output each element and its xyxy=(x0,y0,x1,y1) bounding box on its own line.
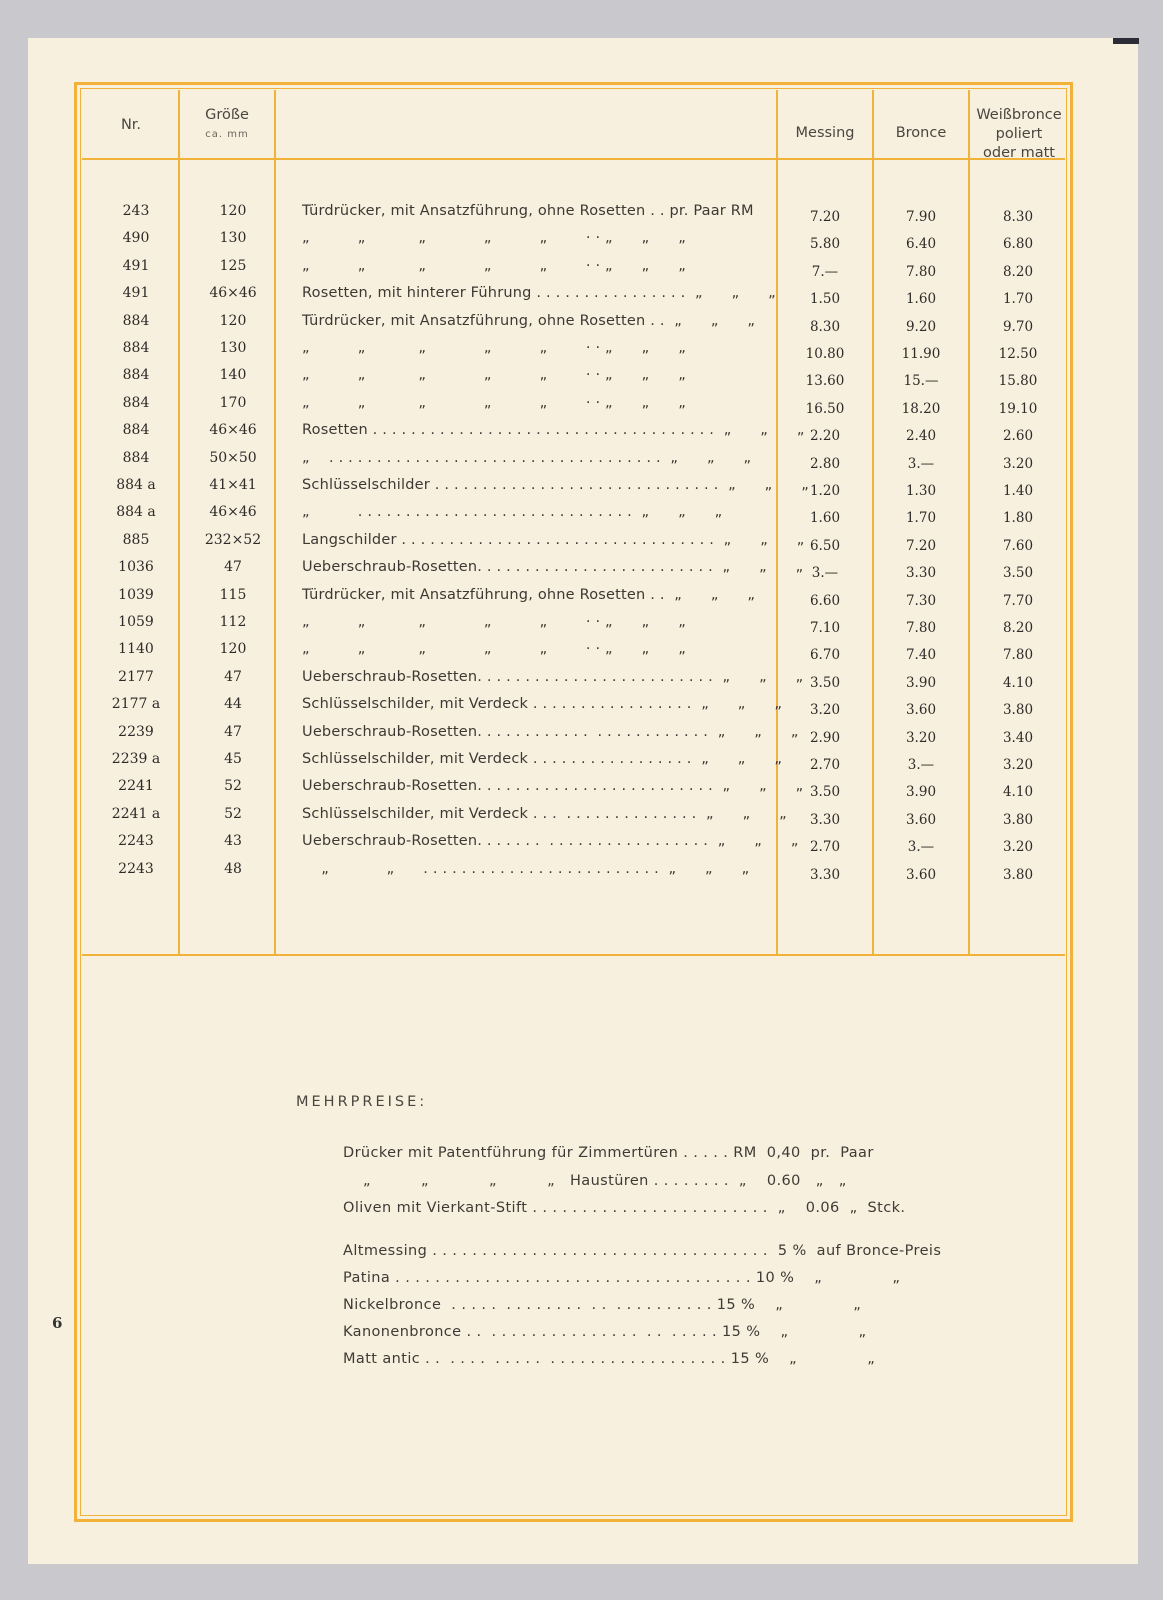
row-price-weissbronce: 3.80 xyxy=(1002,867,1034,883)
row-size: 45 xyxy=(224,751,242,767)
row-price-weissbronce: 7.70 xyxy=(1002,593,1034,609)
row-price-bronce: 15.— xyxy=(903,373,939,389)
row-price-messing: 1.20 xyxy=(809,483,841,499)
row-description: „ „ „ „ „ · · „ „ „ xyxy=(302,395,686,411)
row-nr: 2243 xyxy=(118,861,154,877)
row-price-weissbronce: 8.30 xyxy=(1002,209,1034,225)
row-size: 120 xyxy=(219,641,247,657)
row-price-messing: 3.— xyxy=(811,565,839,581)
mehrpreise-line: „ „ „ „ Haustüren . . . . . . . . „ 0.60 „ „ xyxy=(343,1173,847,1189)
row-size: 50×50 xyxy=(209,450,257,466)
row-price-bronce: 7.20 xyxy=(905,538,937,554)
row-price-bronce: 18.20 xyxy=(901,401,941,417)
mehrpreise-line: Altmessing . . . . . . . . . . . . . . . . . . . . . . . . . . . . . . . . . . 5 % auf Bronce-Preis xyxy=(343,1243,942,1259)
row-nr: 884 xyxy=(122,313,150,329)
row-price-messing: 16.50 xyxy=(805,401,845,417)
row-description: Ueberschraub-Rosetten. . . . . . . . . . . . . . . . . . . . . . . . „ „ „ xyxy=(302,724,799,740)
row-price-bronce: 6.40 xyxy=(905,236,937,252)
row-nr: 884 xyxy=(122,367,150,383)
row-description: Ueberschraub-Rosetten. . . . . . . . . . . . . . . . . . . . . . . . . „ „ „ xyxy=(302,778,804,794)
row-size: 46×46 xyxy=(209,504,257,520)
column-divider xyxy=(776,90,778,955)
row-price-weissbronce: 7.80 xyxy=(1002,647,1034,663)
column-divider xyxy=(178,90,180,955)
row-price-weissbronce: 6.80 xyxy=(1002,236,1034,252)
row-price-weissbronce: 4.10 xyxy=(1002,675,1034,691)
row-price-messing: 6.50 xyxy=(809,538,841,554)
row-size: 47 xyxy=(224,724,242,740)
row-price-bronce: 7.80 xyxy=(905,620,937,636)
row-price-weissbronce: 3.20 xyxy=(1002,456,1034,472)
row-nr: 1039 xyxy=(118,587,154,603)
row-size: 46×46 xyxy=(209,285,257,301)
header-weissbronce xyxy=(970,106,1068,163)
row-price-weissbronce: 3.80 xyxy=(1002,812,1034,828)
row-price-bronce: 3.— xyxy=(907,757,935,773)
row-price-weissbronce: 8.20 xyxy=(1002,620,1034,636)
row-price-bronce: 3.60 xyxy=(905,702,937,718)
row-size: 52 xyxy=(224,806,242,822)
row-description: „ „ „ „ „ · · „ „ „ xyxy=(302,614,686,630)
header-bronce: Bronce xyxy=(895,125,947,141)
row-description: Ueberschraub-Rosetten. . . . . . . . . . . . . . . . . . . . . . . . . „ „ „ xyxy=(302,559,804,575)
row-price-bronce: 3.— xyxy=(907,839,935,855)
row-nr: 490 xyxy=(122,230,150,246)
row-price-weissbronce: 2.60 xyxy=(1002,428,1034,444)
row-description: Rosetten . . . . . . . . . . . . . . . . . . . . . . . . . . . . . . . . . . . . „ „ „ xyxy=(302,422,805,438)
row-price-bronce: 1.60 xyxy=(905,291,937,307)
row-price-bronce: 7.90 xyxy=(905,209,937,225)
row-size: 130 xyxy=(219,340,247,356)
row-price-messing: 13.60 xyxy=(805,373,845,389)
row-price-messing: 2.90 xyxy=(809,730,841,746)
row-description: „ „ „ „ „ · · „ „ „ xyxy=(302,641,686,657)
row-nr: 243 xyxy=(122,203,150,219)
mehrpreise-line: Oliven mit Vierkant-Stift . . . . . . . . . . . . . . . . . . . . . . . . „ 0.06 „ Stck. xyxy=(343,1200,906,1216)
column-divider xyxy=(968,90,970,955)
row-price-bronce: 1.30 xyxy=(905,483,937,499)
row-nr: 1059 xyxy=(118,614,154,630)
row-price-messing: 2.80 xyxy=(809,456,841,472)
row-price-messing: 3.30 xyxy=(809,867,841,883)
row-nr: 2177 xyxy=(118,669,154,685)
row-price-messing: 3.50 xyxy=(809,784,841,800)
row-price-bronce: 3.60 xyxy=(905,812,937,828)
row-nr: 2241 a xyxy=(111,806,161,822)
mehrpreise-line: Drücker mit Patentführung für Zimmertüren . . . . . RM 0,40 pr. Paar xyxy=(343,1145,874,1161)
row-size: 130 xyxy=(219,230,247,246)
row-price-weissbronce: 3.50 xyxy=(1002,565,1034,581)
binding-edge xyxy=(1113,38,1139,44)
row-size: 43 xyxy=(224,833,242,849)
row-price-weissbronce: 19.10 xyxy=(998,401,1038,417)
row-description: Rosetten, mit hinterer Führung . . . . . . . . . . . . . . . . „ „ „ xyxy=(302,285,776,301)
row-price-messing: 8.30 xyxy=(809,319,841,335)
header-size-unit: ca. mm xyxy=(205,129,249,140)
mehrpreise-line: Kanonenbronce . . . . . . . . . . . . . . . . . . . . . . . . 15 % „ „ xyxy=(343,1324,867,1340)
row-size: 232×52 xyxy=(204,532,262,548)
row-description: Schlüsselschilder . . . . . . . . . . . . . . . . . . . . . . . . . . . . . . „ „ „ xyxy=(302,477,809,493)
row-price-bronce: 3.90 xyxy=(905,675,937,691)
row-description: „ „ „ „ „ · · „ „ „ xyxy=(302,340,686,356)
row-nr: 1036 xyxy=(118,559,154,575)
row-price-messing: 6.70 xyxy=(809,647,841,663)
row-description: „ . . . . . . . . . . . . . . . . . . . . . . . . . . . . . . . . . . . „ „ „ xyxy=(302,450,752,466)
row-description: Türdrücker, mit Ansatzführung, ohne Rosetten . . „ „ „ xyxy=(302,313,756,329)
row-price-bronce: 7.40 xyxy=(905,647,937,663)
row-price-bronce: 7.30 xyxy=(905,593,937,609)
row-size: 41×41 xyxy=(209,477,257,493)
row-size: 140 xyxy=(219,367,247,383)
row-description: Türdrücker, mit Ansatzführung, ohne Rosetten . . „ „ „ xyxy=(302,587,756,603)
row-size: 112 xyxy=(219,614,247,630)
row-price-messing: 7.10 xyxy=(809,620,841,636)
row-description: „ „ . . . . . . . . . . . . . . . . . . . . . . . . . „ „ „ xyxy=(302,861,750,877)
row-nr: 2239 a xyxy=(111,751,161,767)
row-price-weissbronce: 12.50 xyxy=(998,346,1038,362)
mehrpreise-title: MEHRPREISE: xyxy=(296,1094,428,1110)
row-price-weissbronce: 9.70 xyxy=(1002,319,1034,335)
row-nr: 2241 xyxy=(118,778,154,794)
row-nr: 884 xyxy=(122,340,150,356)
row-price-messing: 2.70 xyxy=(809,839,841,855)
row-price-messing: 1.60 xyxy=(809,510,841,526)
row-description: Ueberschraub-Rosetten. . . . . . . . . . . . . . . . . . . . . . . . „ „ „ xyxy=(302,833,799,849)
mehrpreise-line: Matt antic . . . . . . . . . . . . . . . . . . . . . . . . . . . . . 15 % „ „ xyxy=(343,1351,876,1367)
row-price-bronce: 11.90 xyxy=(901,346,941,362)
row-price-messing: 6.60 xyxy=(809,593,841,609)
header-weissbronce-line1: Weißbronce xyxy=(976,107,1062,123)
row-price-messing: 3.20 xyxy=(809,702,841,718)
row-price-weissbronce: 3.20 xyxy=(1002,757,1034,773)
row-price-messing: 7.20 xyxy=(809,209,841,225)
row-price-bronce: 9.20 xyxy=(905,319,937,335)
row-description: „ „ „ „ „ · · „ „ „ xyxy=(302,258,686,274)
row-nr: 884 a xyxy=(116,477,156,493)
row-size: 52 xyxy=(224,778,242,794)
row-price-weissbronce: 1.40 xyxy=(1002,483,1034,499)
page-number: 6 xyxy=(52,1314,63,1332)
row-price-weissbronce: 3.40 xyxy=(1002,730,1034,746)
row-description: Schlüsselschilder, mit Verdeck . . . . . . . . . . . . . . . . . „ „ „ xyxy=(302,696,783,712)
row-price-weissbronce: 7.60 xyxy=(1002,538,1034,554)
table-bottom-rule xyxy=(82,954,1065,956)
row-price-bronce: 3.20 xyxy=(905,730,937,746)
row-nr: 884 xyxy=(122,422,150,438)
header-size-label: Größe xyxy=(205,107,249,123)
row-nr: 491 xyxy=(122,285,150,301)
row-price-weissbronce: 8.20 xyxy=(1002,264,1034,280)
row-price-bronce: 2.40 xyxy=(905,428,937,444)
row-size: 47 xyxy=(224,559,242,575)
header-messing: Messing xyxy=(795,125,855,141)
row-price-weissbronce: 4.10 xyxy=(1002,784,1034,800)
row-nr: 885 xyxy=(122,532,150,548)
row-price-bronce: 3.90 xyxy=(905,784,937,800)
column-divider xyxy=(872,90,874,955)
row-price-messing: 2.70 xyxy=(809,757,841,773)
row-price-messing: 10.80 xyxy=(805,346,845,362)
header-weissbronce-line2: poliert xyxy=(995,126,1043,142)
header-weissbronce-line3: oder matt xyxy=(983,145,1055,161)
row-price-bronce: 3.60 xyxy=(905,867,937,883)
row-price-bronce: 3.30 xyxy=(905,565,937,581)
row-price-bronce: 1.70 xyxy=(905,510,937,526)
row-size: 170 xyxy=(219,395,247,411)
header-rule xyxy=(82,158,1065,160)
row-description: „ . . . . . . . . . . . . . . . . . . . . . . . . . . . . . „ „ „ xyxy=(302,504,723,520)
row-nr: 2243 xyxy=(118,833,154,849)
row-price-messing: 5.80 xyxy=(809,236,841,252)
row-nr: 1140 xyxy=(118,641,154,657)
row-price-weissbronce: 1.80 xyxy=(1002,510,1034,526)
row-nr: 2239 xyxy=(118,724,154,740)
mehrpreise-line: Patina . . . . . . . . . . . . . . . . . . . . . . . . . . . . . . . . . . . . 10 % „ „ xyxy=(343,1270,901,1286)
row-size: 44 xyxy=(224,696,242,712)
row-size: 120 xyxy=(219,203,247,219)
row-size: 48 xyxy=(224,861,242,877)
header-nr: Nr. xyxy=(120,117,142,133)
row-description: Türdrücker, mit Ansatzführung, ohne Rosetten . . pr. Paar RM xyxy=(302,203,754,219)
row-price-bronce: 3.— xyxy=(907,456,935,472)
row-size: 47 xyxy=(224,669,242,685)
row-description: Langschilder . . . . . . . . . . . . . . . . . . . . . . . . . . . . . . . . . „ „ „ xyxy=(302,532,805,548)
row-price-messing: 1.50 xyxy=(809,291,841,307)
row-price-messing: 7.— xyxy=(811,264,839,280)
row-description: „ „ „ „ „ · · „ „ „ xyxy=(302,230,686,246)
row-size: 46×46 xyxy=(209,422,257,438)
row-nr: 884 xyxy=(122,450,150,466)
row-nr: 491 xyxy=(122,258,150,274)
row-price-messing: 2.20 xyxy=(809,428,841,444)
row-price-weissbronce: 1.70 xyxy=(1002,291,1034,307)
row-nr: 884 xyxy=(122,395,150,411)
row-price-bronce: 7.80 xyxy=(905,264,937,280)
row-nr: 884 a xyxy=(116,504,156,520)
mehrpreise-line: Nickelbronce . . . . . . . . . . . . . . . . . . . . . . . . . 15 % „ „ xyxy=(343,1297,862,1313)
column-divider xyxy=(274,90,276,955)
row-price-messing: 3.30 xyxy=(809,812,841,828)
header-size xyxy=(180,107,274,140)
row-description: Schlüsselschilder, mit Verdeck . . . . . . . . . . . . . . . . . „ „ „ xyxy=(302,806,787,822)
row-price-messing: 3.50 xyxy=(809,675,841,691)
row-size: 115 xyxy=(219,587,247,603)
row-nr: 2177 a xyxy=(111,696,161,712)
row-price-weissbronce: 15.80 xyxy=(998,373,1038,389)
row-description: Ueberschraub-Rosetten. . . . . . . . . . . . . . . . . . . . . . . . . „ „ „ xyxy=(302,669,804,685)
row-size: 125 xyxy=(219,258,247,274)
row-description: „ „ „ „ „ · · „ „ „ xyxy=(302,367,686,383)
row-description: Schlüsselschilder, mit Verdeck . . . . . . . . . . . . . . . . . „ „ „ xyxy=(302,751,783,767)
row-price-weissbronce: 3.80 xyxy=(1002,702,1034,718)
row-price-weissbronce: 3.20 xyxy=(1002,839,1034,855)
row-size: 120 xyxy=(219,313,247,329)
